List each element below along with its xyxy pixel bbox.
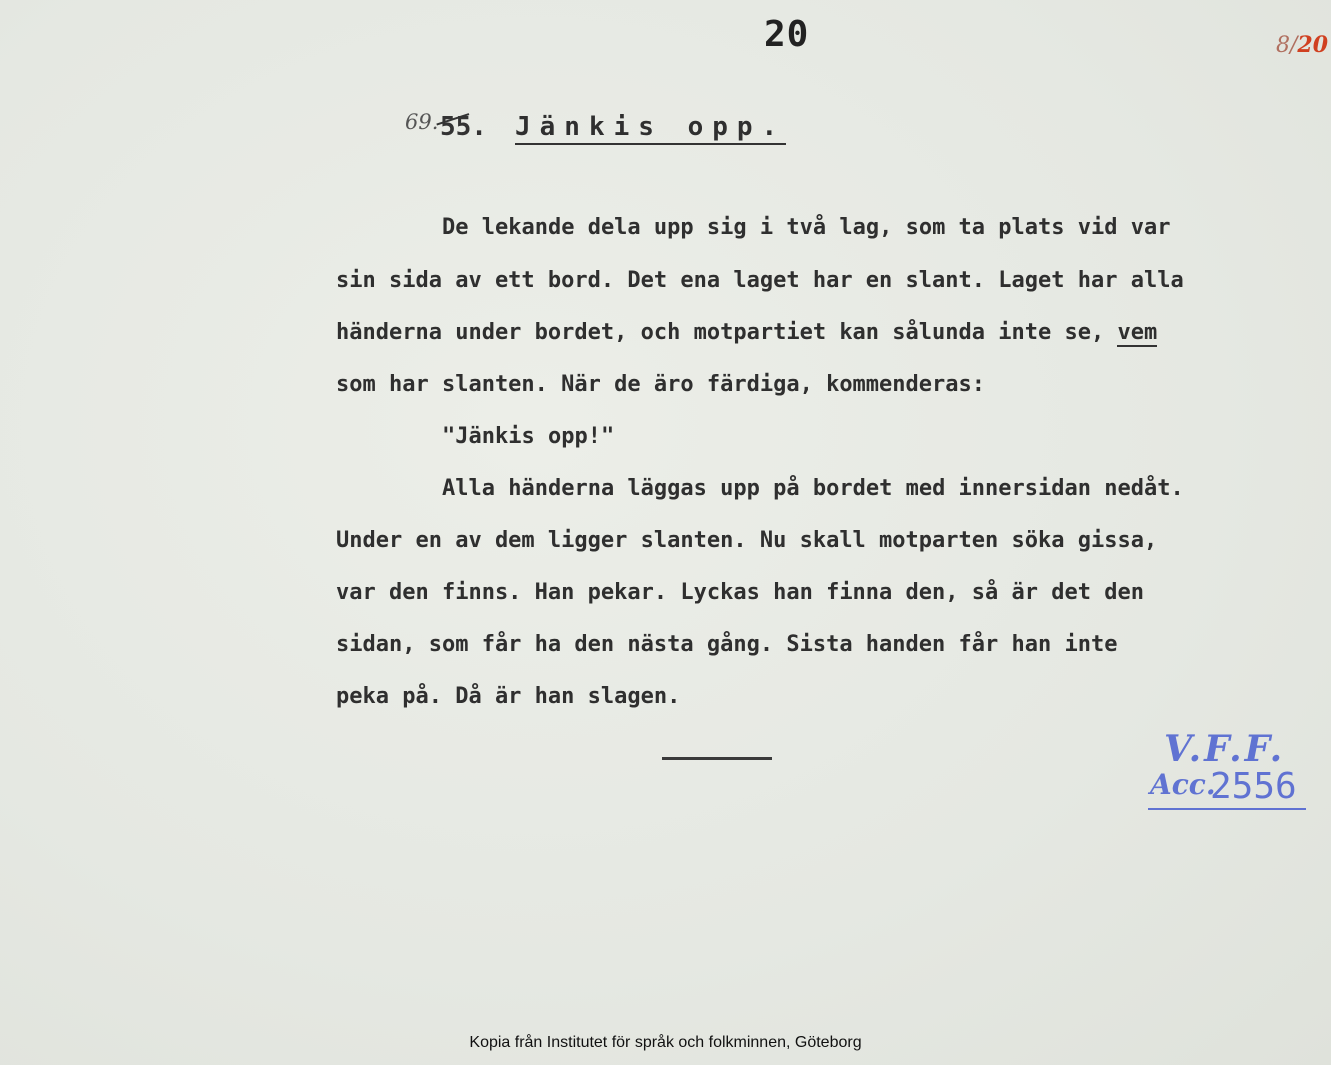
text-line-6: Alla händerna läggas upp på bordet med innersidan nedåt. — [442, 476, 1184, 501]
quoted-command: "Jänkis opp!" — [442, 424, 615, 449]
end-rule — [662, 757, 772, 760]
text-line-8: var den finns. Han pekar. Lyckas han finna den, så är det den — [336, 580, 1144, 605]
page-number: 20 — [764, 14, 810, 55]
text-line-10: peka på. Då är han slagen. — [336, 684, 681, 709]
text-line-1: De lekande dela upp sig i två lag, som ta plats vid var — [442, 215, 1171, 240]
text-line-2: sin sida av ett bord. Det ena laget har en slant. Laget har alla — [336, 268, 1184, 293]
stamp-acc-label: Acc. — [1150, 768, 1216, 801]
stamp-line1: V.F.F. — [1164, 728, 1286, 770]
text-line-4: som har slanten. När de äro färdiga, kommenderas: — [336, 372, 986, 397]
original-number: 55. — [440, 112, 487, 142]
text-line-3 — [336, 320, 1157, 345]
archive-ref-number: 20 — [1297, 32, 1329, 58]
stamp-acc-number: 2556 — [1210, 766, 1297, 807]
archive-ref-prefix: 8/ — [1276, 33, 1298, 58]
archive-reference — [1276, 32, 1328, 58]
text-line-3-body: händerna under bordet, och motpartiet kan sålunda inte se, — [336, 320, 1105, 345]
underlined-word: vem — [1117, 320, 1158, 345]
stamp-underline — [1148, 808, 1306, 810]
text-line-7: Under en av dem ligger slanten. Nu skall motparten söka gissa, — [336, 528, 1158, 553]
section-title: Jänkis opp. — [515, 112, 786, 145]
text-line-9: sidan, som får ha den nästa gång. Sista handen får han inte — [336, 632, 1118, 657]
handwritten-number: 69. — [405, 110, 439, 134]
footer-credit: Kopia från Institutet för språk och folkminnen, Göteborg — [469, 1034, 862, 1051]
